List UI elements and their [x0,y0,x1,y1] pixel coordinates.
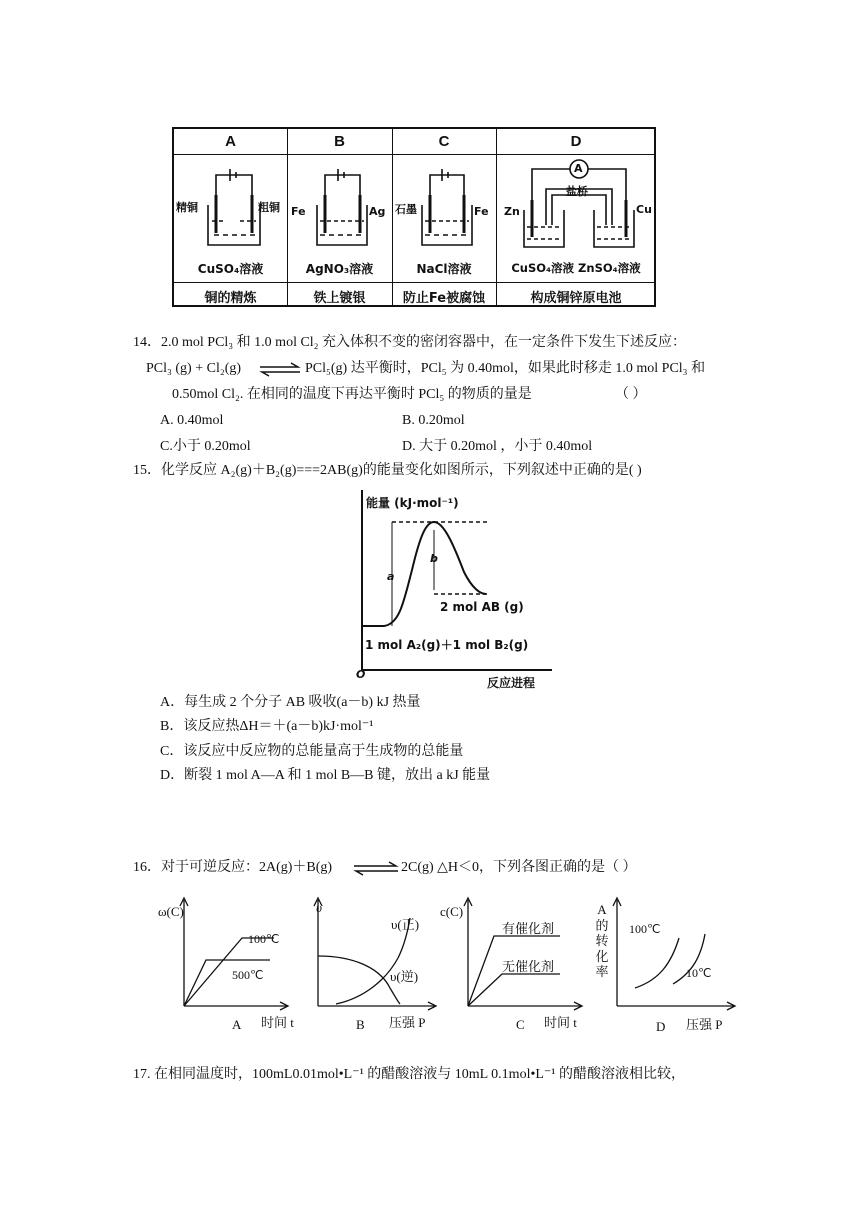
salt-bridge-label: 盐桥 [566,185,588,198]
q17-stem: 17. 在相同温度时，100mL0.01mol•L⁻¹ 的醋酸溶液与 10mL 0.1mol•L⁻¹ 的醋酸溶液相比较， [133,1067,686,1082]
graph-a-curve-label: 100℃ [248,932,280,946]
graph-d-tag: D [656,1019,666,1034]
electrode-label: 粗铜 [258,201,280,214]
header-b: B [334,133,345,150]
solution-label: CuSO₄溶液 [197,262,264,276]
caption: 铁上镀银 [313,291,366,306]
graph-b-curve-label: υ(逆) [390,969,419,984]
graph-a [180,898,290,1010]
graph-c-tag: C [516,1017,525,1032]
product-label: 2 mol AB (g) [440,600,524,614]
origin-label: O [356,668,366,681]
graph-d-curve-label: 10℃ [686,966,712,980]
table-divider [174,282,654,283]
energy-diagram [352,490,552,690]
graph-b-curve-label: υ(正) [391,917,420,932]
header-a: A [225,133,236,150]
q14-option-b: B. 0.20mol [402,413,465,428]
solution-label: AgNO₃溶液 [305,262,374,276]
graph-c [464,898,584,1010]
graph-a-xlabel: 时间 t [261,1015,294,1030]
equilibrium-arrow-icon [258,362,302,376]
electrode-label: 精铜 [176,201,198,214]
graph-b [314,898,438,1010]
electrode-label: Zn [504,205,520,218]
graph-d-curve-label: 100℃ [629,922,661,936]
q14-equation-right: PCl₅(g) 达平衡时，PCl₅ 为 0.40mol，如果此时移走 1.0 mol PCl₃ 和 [305,361,706,376]
apparatus-table [172,127,656,307]
caption: 铜的精炼 [204,291,257,306]
electrode-label: Fe [474,205,489,218]
reactant-label: 1 mol A₂(g)＋1 mol B₂(g) [365,638,529,652]
q14-option-c: C.小于 0.20mol [160,439,251,454]
q15-stem: 15．化学反应 A₂(g)＋B₂(g)===2AB(g)的能量变化如图所示，下列叙述中正确的是( ) [133,463,642,478]
q15-option-c: C．该反应中反应物的总能量高于生成物的总能量 [160,744,464,759]
q14-equation-left: PCl₃ (g) + Cl₂(g) [146,361,242,376]
graph-d [613,898,737,1010]
q14-option-d: D. 大于 0.20mol ，小于 0.40mol [402,439,593,454]
q16-stem-right: 2C(g) △H＜0，下列各图正确的是（ ） [401,860,637,875]
graph-b-tag: B [356,1017,365,1032]
graph-c-curve-label: 无催化剂 [502,959,555,974]
graph-b-xlabel: 压强 P [389,1015,426,1030]
energy-axis-label: 能量 (kJ·mol⁻¹) [366,496,459,510]
graph-c-ylabel: c(C) [440,904,464,919]
graph-b-ylabel: υ [316,900,322,915]
header-d: D [570,133,582,150]
electrode-label: 石墨 [395,203,417,216]
q14-line3: 0.50mol Cl₂. 在相同的温度下再达平衡时 PCl₅ 的物质的量是 [172,387,532,402]
graph-a-tag: A [232,1017,242,1032]
q14-option-a: A. 0.40mol [160,413,224,428]
caption: 防止Fe被腐蚀 [402,291,486,306]
ammeter-label: A [574,162,583,175]
graph-c-curve-label: 有催化剂 [502,921,555,936]
graph-a-curve-label: 500℃ [232,968,264,982]
q15-option-b: B．该反应热ΔH＝＋(a－b)kJ·mol⁻¹ [160,719,374,734]
reaction-progress-label: 反应进程 [487,676,536,690]
q15-option-a: A．每生成 2 个分子 AB 吸收(a－b) kJ 热量 [160,695,421,710]
electrode-label: Fe [291,205,306,218]
solution-label: NaCl溶液 [416,262,472,276]
electrode-label: Cu [636,203,652,216]
q14-stem: 14．2.0 mol PCl₃ 和 1.0 mol Cl₂ 充入体积不变的密闭容器中，在一定条件下发生下述反应： [133,335,687,350]
electrode-label: Ag [369,205,386,218]
label-b: b [430,552,438,565]
header-c: C [438,133,450,150]
q15-option-d: D．断裂 1 mol A—A 和 1 mol B—B 键，放出 a kJ 能量 [160,768,491,783]
q14-answer-bracket: （ ） [615,387,647,402]
q16-stem-left: 16．对于可逆反应：2A(g)＋B(g) [133,860,333,875]
label-a: a [387,570,395,583]
graph-c-xlabel: 时间 t [544,1015,577,1030]
graph-a-ylabel: ω(C) [158,904,184,919]
caption: 构成铜锌原电池 [530,291,622,306]
solution-label: CuSO₄溶液 ZnSO₄溶液 [511,261,641,275]
graph-d-xlabel: 压强 P [686,1017,723,1032]
equilibrium-arrow-icon [352,861,400,875]
graph-d-ylabel: A 的 转 化 率 [595,902,609,979]
